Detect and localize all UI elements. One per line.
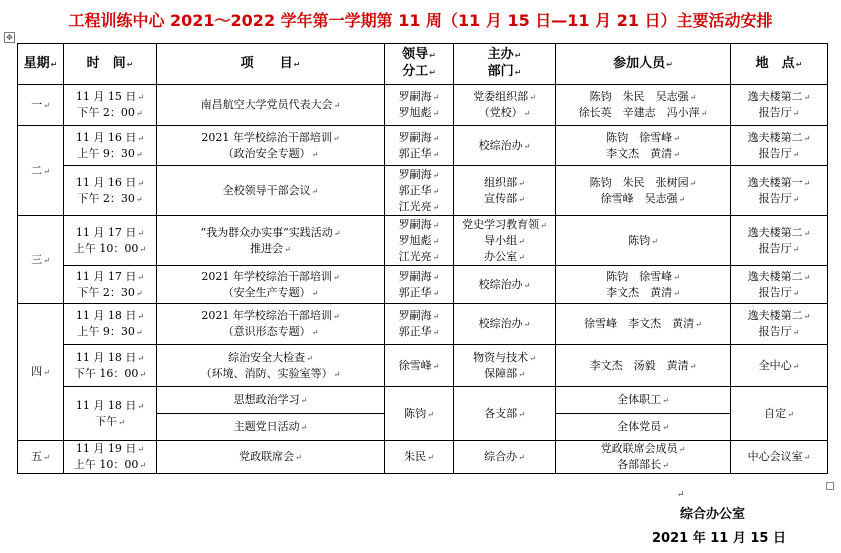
weekday-cell: 一 ↵ bbox=[18, 85, 64, 126]
leader-cell: 徐雪峰 ↵ bbox=[385, 345, 454, 387]
document-title: 工程训练中心 2021～2022 学年第一学期第 11 周（11 月 15 日—11 月 21 日）主要活动安排 bbox=[68, 11, 773, 30]
weekday-cell: 四 ↵ bbox=[18, 304, 64, 441]
participants-cell: 陈钧 朱民 张树园 ↵ 徐雪峰 吴志强 ↵ bbox=[556, 166, 731, 216]
weekday-cell: 三 ↵ bbox=[18, 216, 64, 304]
table-row bbox=[18, 441, 828, 474]
location-cell: 中心会议室 ↵ bbox=[731, 441, 828, 474]
time-cell: 11 月 19 日 ↵ 上午 10：00 ↵ bbox=[64, 441, 157, 474]
move-anchor-icon[interactable]: ✥ bbox=[4, 32, 15, 43]
time-cell: 11 月 17 日 ↵ 上午 10：00 ↵ bbox=[64, 216, 157, 266]
participants-cell: 陈钧 徐雪峰 ↵ 李文杰 黄清 ↵ bbox=[556, 266, 731, 304]
host-cell: 物资与技术 ↵ 保障部 ↵ bbox=[454, 345, 556, 387]
table-row bbox=[18, 166, 828, 216]
signature-date: 2021 年 11 月 15 日 bbox=[652, 531, 786, 546]
header-leader: 领导 ↵ 分工 ↵ bbox=[385, 44, 454, 85]
header-row bbox=[18, 44, 828, 85]
header-weekday: 星期 ↵ bbox=[18, 44, 64, 85]
weekday-cell: 二 ↵ bbox=[18, 126, 64, 216]
host-cell: 综合办 ↵ bbox=[454, 441, 556, 474]
location-cell: 逸夫楼第二 ↵ 报告厅 ↵ bbox=[731, 216, 828, 266]
leader-cell: 陈钧 ↵ bbox=[385, 387, 454, 441]
time-cell: 11 月 18 日 ↵ 下午 16：00 ↵ bbox=[64, 345, 157, 387]
item-cell: 2021 年学校综治干部培训 ↵ （意识形态专题） ↵ bbox=[157, 304, 385, 345]
item-cell: 2021 年学校综治干部培训 ↵ （政治安全专题） ↵ bbox=[157, 126, 385, 166]
participants-cell: 全体职工 ↵ bbox=[556, 387, 731, 414]
location-cell: 逸夫楼第一 ↵ 报告厅 ↵ bbox=[731, 166, 828, 216]
header-host: 主办 ↵ 部门 ↵ bbox=[454, 44, 556, 85]
header-participants: 参加人员 ↵ bbox=[556, 44, 731, 85]
participants-cell: 党政联席会成员 ↵ 各部部长 ↵ bbox=[556, 441, 731, 474]
host-cell: 组织部 ↵ 宣传部 ↵ bbox=[454, 166, 556, 216]
schedule-table bbox=[17, 43, 828, 474]
table-row bbox=[18, 387, 828, 414]
participants-cell: 全体党员 ↵ bbox=[556, 414, 731, 441]
header-item: 项 目 ↵ bbox=[157, 44, 385, 85]
participants-cell: 李文杰 汤毅 黄清 ↵ bbox=[556, 345, 731, 387]
location-cell: 逸夫楼第二 ↵ 报告厅 ↵ bbox=[731, 266, 828, 304]
leader-cell: 罗嗣海 ↵ 郭正华 ↵ bbox=[385, 126, 454, 166]
host-cell: 校综治办 ↵ bbox=[454, 266, 556, 304]
participants-cell: 陈钧 徐雪峰 ↵ 李文杰 黄清 ↵ bbox=[556, 126, 731, 166]
location-cell: 逸夫楼第二 ↵ 报告厅 ↵ bbox=[731, 85, 828, 126]
item-cell: 综治安全大检查 ↵ （环境、消防、实验室等） ↵ bbox=[157, 345, 385, 387]
time-cell: 11 月 18 日 ↵ 上午 9：30 ↵ bbox=[64, 304, 157, 345]
table-row bbox=[18, 126, 828, 166]
time-cell: 11 月 18 日 ↵ 下午 ↵ bbox=[64, 387, 157, 441]
time-cell: 11 月 17 日 ↵ 下午 2：30 ↵ bbox=[64, 266, 157, 304]
participants-cell: 陈钧 朱民 吴志强 ↵ 徐长英 辛建志 冯小萍 ↵ bbox=[556, 85, 731, 126]
location-cell: 逸夫楼第二 ↵ 报告厅 ↵ bbox=[731, 304, 828, 345]
item-cell: 南昌航空大学党员代表大会 ↵ bbox=[157, 85, 385, 126]
location-cell: 自定 ↵ bbox=[731, 387, 828, 441]
leader-cell: 罗嗣海 ↵ 罗旭彪 ↵ 江光亮 ↵ bbox=[385, 216, 454, 266]
host-cell: 校综治办 ↵ bbox=[454, 304, 556, 345]
host-cell: 校综治办 ↵ bbox=[454, 126, 556, 166]
paragraph-mark-icon: ↵ bbox=[677, 490, 685, 500]
item-cell: 党政联席会 ↵ bbox=[157, 441, 385, 474]
table-row bbox=[18, 266, 828, 304]
leader-cell: 罗嗣海 ↵ 郭正华 ↵ bbox=[385, 266, 454, 304]
host-cell: 各支部 ↵ bbox=[454, 387, 556, 441]
table-row bbox=[18, 304, 828, 345]
host-cell: 党委组织部 ↵ （党校） ↵ bbox=[454, 85, 556, 126]
location-cell: 逸夫楼第二 ↵ 报告厅 ↵ bbox=[731, 126, 828, 166]
location-cell: 全中心 ↵ bbox=[731, 345, 828, 387]
participants-cell: 徐雪峰 李文杰 黄清 ↵ bbox=[556, 304, 731, 345]
item-cell: 思想政治学习 ↵ bbox=[157, 387, 385, 414]
leader-cell: 罗嗣海 ↵ 罗旭彪 ↵ bbox=[385, 85, 454, 126]
host-cell: 党史学习教育领 ↵ 导小组 ↵ 办公室 ↵ bbox=[454, 216, 556, 266]
item-cell: 全校领导干部会议 ↵ bbox=[157, 166, 385, 216]
time-cell: 11 月 16 日 ↵ 下午 2：30 ↵ bbox=[64, 166, 157, 216]
item-cell: 2021 年学校综治干部培训 ↵ （安全生产专题） ↵ bbox=[157, 266, 385, 304]
item-cell: “我为群众办实事”实践活动 ↵ 推进会 ↵ bbox=[157, 216, 385, 266]
time-cell: 11 月 16 日 ↵ 上午 9：30 ↵ bbox=[64, 126, 157, 166]
leader-cell: 罗嗣海 ↵ 郭正华 ↵ bbox=[385, 304, 454, 345]
weekday-cell: 五 ↵ bbox=[18, 441, 64, 474]
leader-cell: 罗嗣海 ↵ 郭正华 ↵ 江光亮 ↵ bbox=[385, 166, 454, 216]
header-location: 地 点 ↵ bbox=[731, 44, 828, 85]
time-cell: 11 月 15 日 ↵ 下午 2：00 ↵ bbox=[64, 85, 157, 126]
leader-cell: 朱民 ↵ bbox=[385, 441, 454, 474]
table-row bbox=[18, 345, 828, 387]
header-time: 时 间 ↵ bbox=[64, 44, 157, 85]
table-resize-handle-icon[interactable] bbox=[826, 482, 834, 490]
participants-cell: 陈钧 ↵ bbox=[556, 216, 731, 266]
item-cell: 主题党日活动 ↵ bbox=[157, 414, 385, 441]
table-row bbox=[18, 85, 828, 126]
office-signature: 综合办公室 bbox=[680, 507, 746, 522]
table-row bbox=[18, 216, 828, 266]
